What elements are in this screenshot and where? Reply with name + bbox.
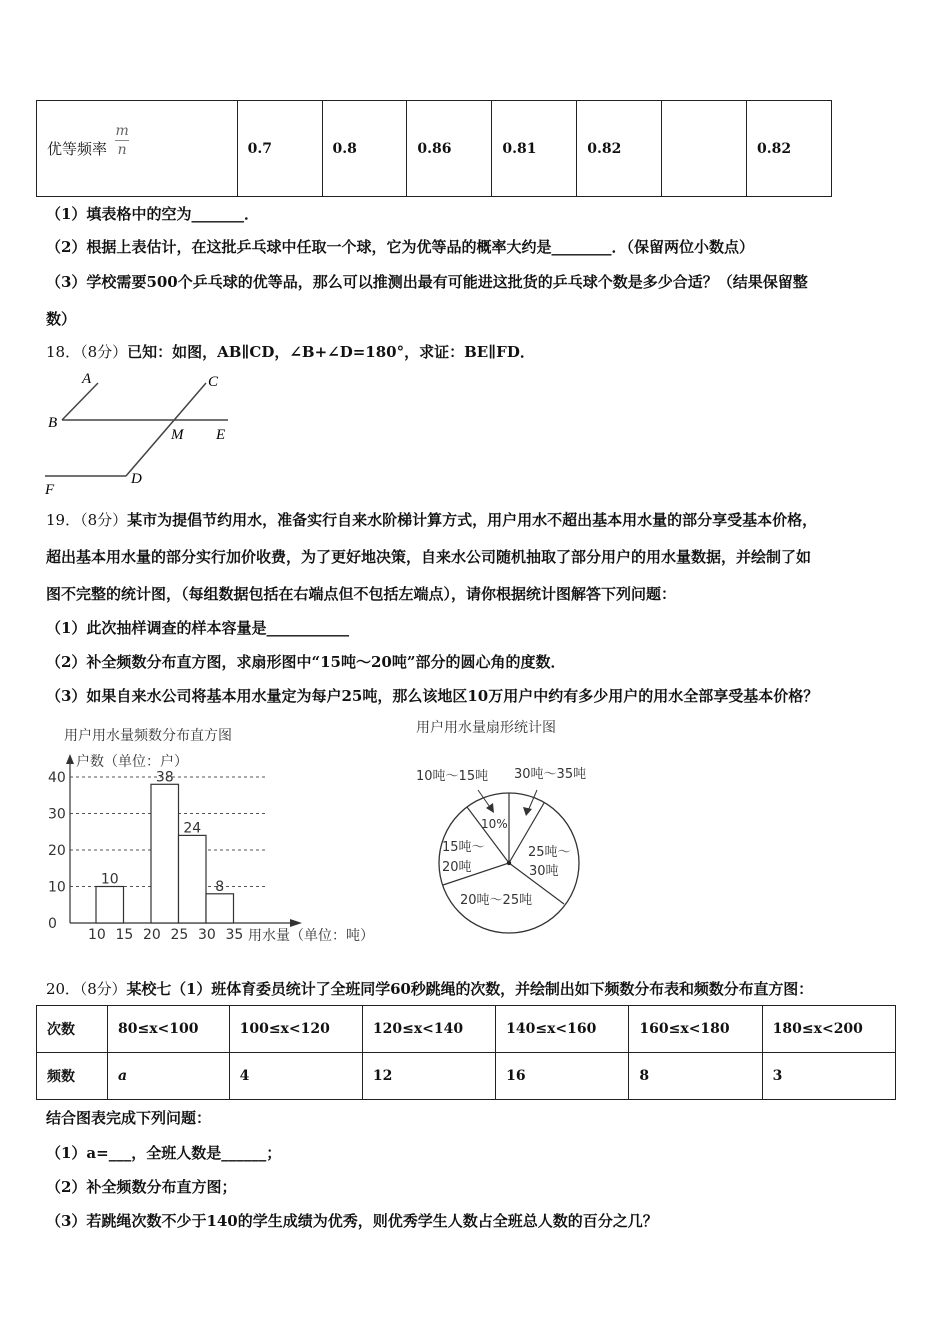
label-B: B <box>48 415 58 431</box>
histogram-ylabel: 户数（单位：户） <box>76 754 188 770</box>
x-axis-arrow <box>290 919 302 927</box>
label-A: A <box>82 371 92 387</box>
histogram-xlabel: 用水量（单位：吨） <box>248 928 374 944</box>
range-cell: 140≤x<160 <box>496 1006 629 1053</box>
q19-line3: 图不完整的统计图，（每组数据包括在右端点但不包括左端点），请你根据统计图解答下列问题： <box>46 585 677 603</box>
histogram-bar <box>96 887 124 924</box>
freq-cell: 8 <box>629 1053 762 1100</box>
range-cell: 180≤x<200 <box>762 1006 895 1053</box>
q17-part3: （3）学校需要500个乒乓球的优等品，那么可以推测出最有可能进这批货的乒乓球个数是多少合适？（结果保留整 <box>46 273 808 291</box>
label-F: F <box>45 482 55 496</box>
pie-chart <box>410 712 650 944</box>
y-tick-label: 40 <box>48 770 66 786</box>
x-tick-label: 10 <box>88 927 106 943</box>
q19-part3: （3）如果自来水公司将基本用水量定为每户25吨，那么该地区10万用户中约有多少用户的用水全部享受基本价格？ <box>46 687 819 705</box>
y-tick-label: 20 <box>48 843 66 859</box>
line-DC <box>126 383 206 476</box>
fraction-denominator: n <box>117 141 127 158</box>
histogram-bar <box>151 784 179 923</box>
bar-value-label: 8 <box>215 878 225 895</box>
y-tick-label: 10 <box>48 879 66 896</box>
value-cell: 0.82 <box>577 101 662 197</box>
pointer-3035 <box>528 790 537 811</box>
q20-text: 某校七（1）班体育委员统计了全班同学60秒跳绳的次数，并绘制出如下频数分布表和频数分布直方图： <box>126 980 814 998</box>
pie-title: 用户用水量扇形统计图 <box>416 720 556 736</box>
x-tick-label: 15 <box>115 927 134 943</box>
pie-label-25-30-b: 30吨 <box>529 864 559 879</box>
pie-percent-10: 10% <box>481 817 508 831</box>
header-label: 次数 <box>37 1006 108 1053</box>
q20-stem <box>46 978 813 999</box>
row-label-cell <box>37 101 238 197</box>
pie-label-10-15: 10吨～15吨 <box>416 769 489 784</box>
q18-number: 18． <box>46 343 81 361</box>
q20-part3: （3）若跳绳次数不少于140的学生成绩为优秀，则优秀学生人数占全班总人数的百分之几？ <box>46 1212 658 1230</box>
fraction <box>115 122 129 159</box>
freq-cell: 3 <box>762 1053 895 1100</box>
value-cell: 0.8 <box>322 101 407 197</box>
range-cell: 160≤x<180 <box>629 1006 762 1053</box>
q18-geometry-figure <box>40 368 240 496</box>
ray-BA <box>62 383 98 420</box>
pie-label-20-25: 20吨～25吨 <box>460 893 533 908</box>
q20-intro: 结合图表完成下列问题： <box>46 1109 212 1127</box>
fraction-numerator: m <box>115 122 129 139</box>
pointer-3035-head <box>523 807 532 816</box>
q19-line1: 某市为提倡节约用水，准备实行自来水阶梯计算方式，用户用水不超出基本用水量的部分享受基本价格， <box>127 511 818 529</box>
range-cell: 120≤x<140 <box>362 1006 495 1053</box>
bar-value-label: 10 <box>100 871 119 888</box>
label-C: C <box>208 374 219 390</box>
freq-cell: 12 <box>362 1053 495 1100</box>
value-cell: 0.82 <box>747 101 832 197</box>
histogram-x-ticks <box>88 927 243 943</box>
x-tick-label: 35 <box>225 927 244 943</box>
histogram-bars <box>96 769 234 923</box>
histogram-title: 用户用水量频数分布直方图 <box>64 728 232 744</box>
range-cell: 100≤x<120 <box>229 1006 362 1053</box>
pie-label-15-20-a: 15吨～ <box>442 840 485 855</box>
label-M: M <box>171 427 184 443</box>
bar-value-label: 38 <box>155 769 174 786</box>
header-label: 频数 <box>37 1053 108 1100</box>
q19-part2: （2）补全频数分布直方图，求扇形图中“15吨～20吨”部分的圆心角的度数． <box>46 653 566 671</box>
pie-center <box>507 861 511 865</box>
row-label: 优等频率 <box>47 140 108 158</box>
y-tick-label: 30 <box>48 806 66 823</box>
histogram-chart <box>40 718 410 948</box>
q20-score: （8分） <box>79 980 127 998</box>
q18-stem <box>46 341 535 362</box>
freq-cell: 16 <box>496 1053 629 1100</box>
q17-part1: （1）填表格中的空为_______． <box>46 205 259 223</box>
label-E: E <box>216 427 226 443</box>
pointer-1015-head <box>486 803 494 813</box>
x-tick-label: 30 <box>198 927 216 943</box>
histogram-y-ticks <box>48 770 66 932</box>
x-tick-label: 25 <box>170 927 189 943</box>
q17-part3-cont: 数） <box>46 310 77 328</box>
freq-cell: a <box>108 1053 230 1100</box>
frequency-table <box>36 100 832 197</box>
label-D: D <box>131 471 142 487</box>
q20-part2: （2）补全频数分布直方图； <box>46 1178 237 1196</box>
q19-score: （8分） <box>80 511 128 529</box>
q18-score: （8分） <box>80 343 128 361</box>
y-tick-label: 0 <box>48 916 57 932</box>
pie-label-15-20-b: 20吨 <box>442 860 472 875</box>
q19-part1: （1）此次抽样调查的样本容量是___________ <box>46 619 349 637</box>
range-cell: 80≤x<100 <box>108 1006 230 1053</box>
histogram-bar <box>179 835 207 923</box>
freq-cell: 4 <box>229 1053 362 1100</box>
jump-rope-table <box>36 1005 896 1100</box>
value-cell <box>662 101 747 197</box>
q18-text: 已知：如图，AB∥CD，∠B+∠D=180°，求证：BE∥FD． <box>127 343 535 361</box>
pie-label-30-35: 30吨～35吨 <box>514 767 587 782</box>
q20-part1: （1）a=___，全班人数是______； <box>46 1144 282 1162</box>
q19-stem <box>46 509 817 530</box>
q19-line2: 超出基本用水量的部分实行加价收费，为了更好地决策，自来水公司随机抽取了部分用户的用水量数据，并绘制了如 <box>46 548 812 566</box>
value-cell: 0.7 <box>237 101 322 197</box>
bar-value-label: 24 <box>183 820 202 837</box>
y-axis-arrow <box>66 754 74 764</box>
histogram-bar <box>206 894 234 923</box>
q17-part2: （2）根据上表估计，在这批乒乓球中任取一个球，它为优等品的概率大约是________．（保留两位小数点） <box>46 238 754 256</box>
q20-number: 20． <box>46 980 80 998</box>
value-cell: 0.86 <box>407 101 492 197</box>
q19-number: 19． <box>46 511 81 529</box>
pie-label-25-30-a: 25吨～ <box>528 845 571 860</box>
value-cell: 0.81 <box>492 101 577 197</box>
x-tick-label: 20 <box>143 927 161 943</box>
